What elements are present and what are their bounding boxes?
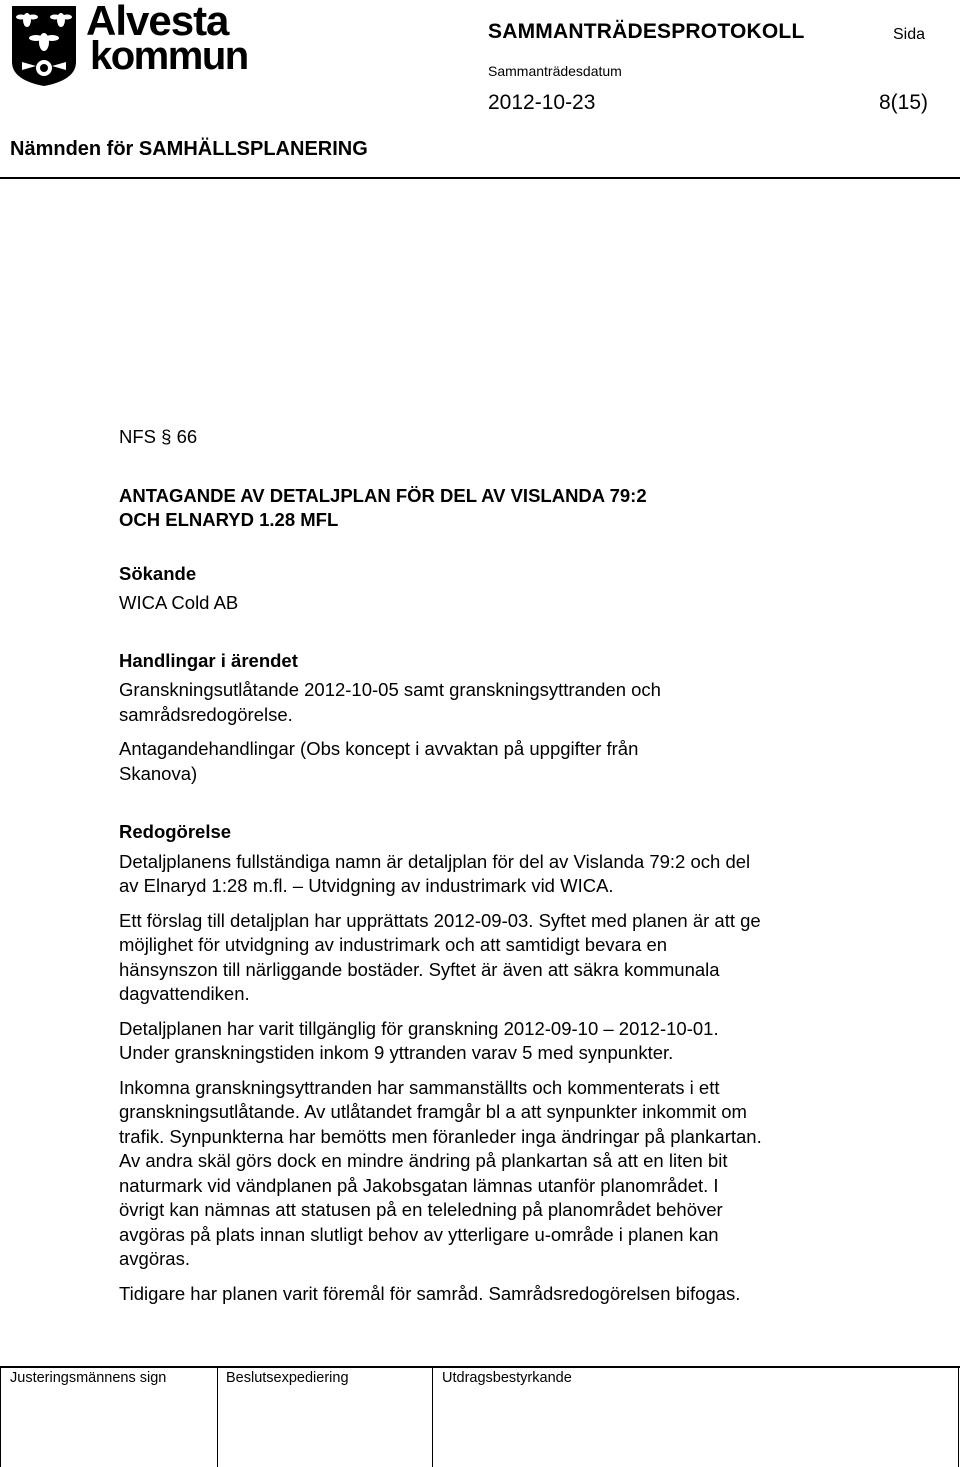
protocol-title: SAMMANTRÄDESPROTOKOLL bbox=[488, 20, 805, 43]
applicant-heading: Sökande bbox=[119, 562, 197, 584]
footer-dispatch-label: Beslutsexpediering bbox=[226, 1370, 349, 1386]
applicant-name: WICA Cold AB bbox=[119, 592, 239, 613]
logo-text-line2: kommun bbox=[90, 34, 248, 78]
meeting-date: 2012-10-23 bbox=[488, 91, 596, 114]
footer-certification-box bbox=[433, 1368, 959, 1467]
case-title-line1: ANTAGANDE AV DETALJPLAN FÖR DEL AV VISLANDA 79:2 bbox=[119, 484, 647, 506]
paragraph-reference: NFS § 66 bbox=[119, 426, 198, 447]
protocol-body bbox=[119, 425, 769, 1306]
report-paragraph-2: Ett förslag till detaljplan har upprättats 2012-09-03. Syftet med planen är att ge möjlighet för utvidgning av industrimark och att samtidigt bevara en hänsynszon till närliggande bostäder. Syftet är även att säkra kommunala dagvattendiken. bbox=[119, 909, 761, 1004]
logo-text-line1: Alvesta bbox=[86, 0, 229, 44]
documents-heading: Handlingar i ärendet bbox=[119, 649, 298, 671]
documents-item-2: Antagandehandlingar (Obs koncept i avvaktan på uppgifter från Skanova) bbox=[119, 738, 639, 784]
page-number: 8(15) bbox=[879, 91, 929, 114]
footer-certification-label: Utdragsbestyrkande bbox=[442, 1370, 572, 1386]
meeting-date-label: Sammanträdesdatum bbox=[488, 63, 622, 79]
report-heading: Redogörelse bbox=[119, 821, 232, 842]
report-paragraph-3: Detaljplanen har varit tillgänglig för granskning 2012-09-10 – 2012-10-01. Under granskningstiden inkom 9 yttranden varav 5 med synpunkter. bbox=[119, 1017, 719, 1063]
footer-signature-box bbox=[0, 1368, 218, 1467]
footer-signature-label: Justeringsmännens sign bbox=[10, 1370, 167, 1386]
footer-dispatch-box bbox=[217, 1368, 433, 1467]
header-divider bbox=[0, 177, 960, 179]
report-paragraph-4: Inkomna granskningsyttranden har sammanställts och kommenterats i ett granskningsutlåtande. Av utlåtandet framgår bl a att synpunkter inkommit om trafik. Synpunkterna har bemötts men föranleder inga ändringar på plankartan. Av andra skäl görs dock en mindre ändring på plankartan så att en liten bit naturmark vid vändplanen på Jakobsgatan lämnas utanför planområdet. I övrigt kan nämnas att statusen på en teleledning på planområdet behöver avgöras på plats innan slutligt behov av ytterligare u-område i planen kan avgöras. bbox=[119, 1076, 762, 1269]
report-paragraph-5: Tidigare har planen varit föremål för samråd. Samrådsredogörelsen bifogas. bbox=[119, 1282, 741, 1304]
board-name: Nämnden för SAMHÄLLSPLANERING bbox=[10, 138, 368, 160]
page-label: Sida bbox=[893, 26, 926, 43]
report-paragraph-1: Detaljplanens fullständiga namn är detaljplan för del av Vislanda 79:2 och del av Elnaryd 1:28 m.fl. – Utvidgning av industrimark vid WICA. bbox=[119, 850, 751, 896]
case-title-line2: OCH ELNARYD 1.28 MFL bbox=[119, 509, 339, 530]
municipality-logo bbox=[10, 0, 248, 88]
documents-item-1: Granskningsutlåtande 2012-10-05 samt granskningsyttranden och samrådsredogörelse. bbox=[119, 679, 661, 725]
